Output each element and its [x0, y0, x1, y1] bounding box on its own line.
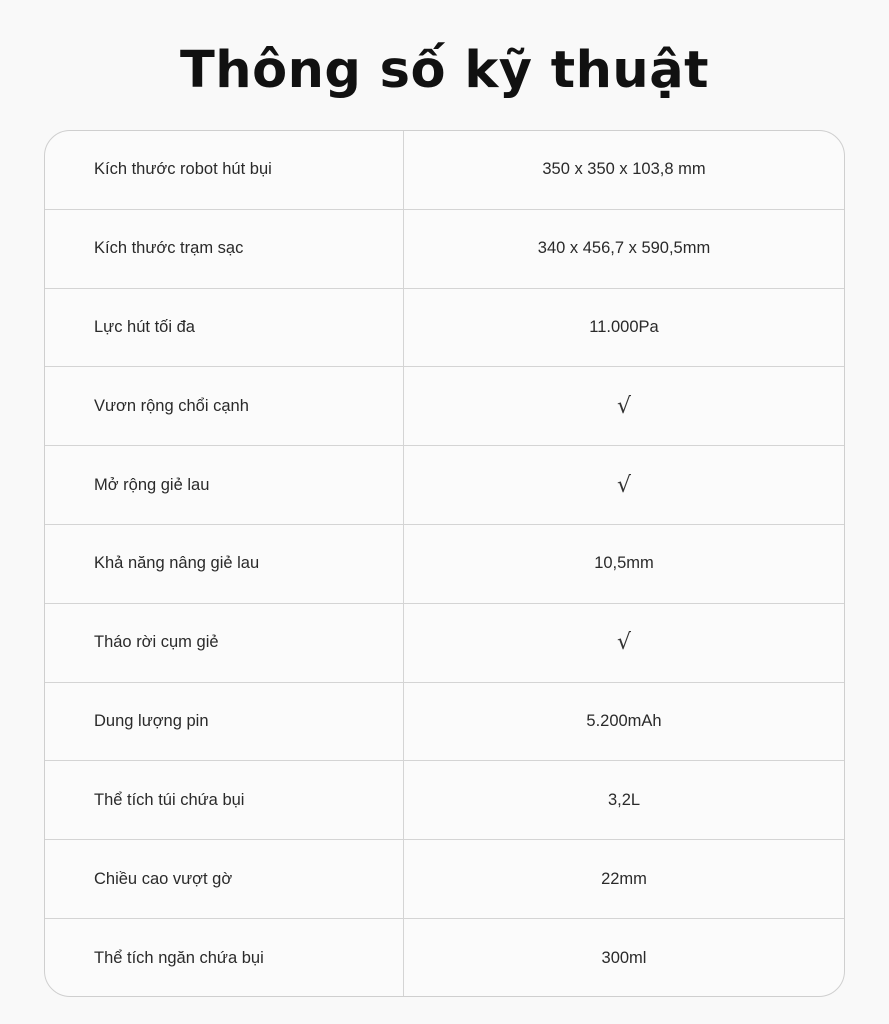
spec-label: Khả năng nâng giẻ lau: [45, 525, 404, 603]
spec-label: Kích thước robot hút bụi: [45, 131, 404, 209]
spec-label: Thể tích ngăn chứa bụi: [45, 919, 404, 997]
spec-value: 11.000Pa: [589, 317, 659, 336]
spec-table: [44, 130, 845, 997]
check-mark-icon: √: [616, 630, 632, 656]
spec-label: Tháo rời cụm giẻ: [45, 604, 404, 682]
spec-row-station-size: [45, 210, 844, 289]
spec-label: Dung lượng pin: [45, 683, 404, 761]
spec-row-suction: [45, 289, 844, 368]
spec-row-battery: [45, 683, 844, 762]
spec-row-dust-bag: [45, 761, 844, 840]
spec-row-dust-bin: [45, 919, 844, 997]
spec-label: Thể tích túi chứa bụi: [45, 761, 404, 839]
spec-row-side-brush: [45, 367, 844, 446]
page-title: Thông số kỹ thuật: [179, 41, 710, 100]
check-mark-icon: √: [616, 472, 632, 498]
spec-row-mop-detach: [45, 604, 844, 683]
spec-value: [404, 367, 844, 445]
spec-value: [404, 604, 844, 682]
spec-label: Mở rộng giẻ lau: [45, 446, 404, 524]
spec-label: Vươn rộng chổi cạnh: [45, 367, 404, 445]
spec-label: Kích thước trạm sạc: [45, 210, 404, 288]
spec-label: Lực hút tối đa: [45, 289, 404, 367]
spec-value: [404, 446, 844, 524]
spec-row-mop-lift: [45, 525, 844, 604]
spec-value: 340 x 456,7 x 590,5mm: [537, 239, 711, 258]
spec-value: 350 x 350 x 103,8 mm: [542, 160, 706, 179]
spec-value: 5.200mAh: [586, 711, 662, 730]
spec-row-robot-size: [45, 131, 844, 210]
check-mark-icon: √: [616, 393, 632, 419]
spec-value: 3,2L: [607, 790, 641, 809]
spec-label: Chiều cao vượt gờ: [45, 840, 404, 918]
spec-row-climb-height: [45, 840, 844, 919]
spec-value: 300ml: [601, 948, 647, 967]
spec-value: 22mm: [601, 869, 647, 888]
spec-row-mop-extend: [45, 446, 844, 525]
spec-value: 10,5mm: [594, 554, 654, 573]
